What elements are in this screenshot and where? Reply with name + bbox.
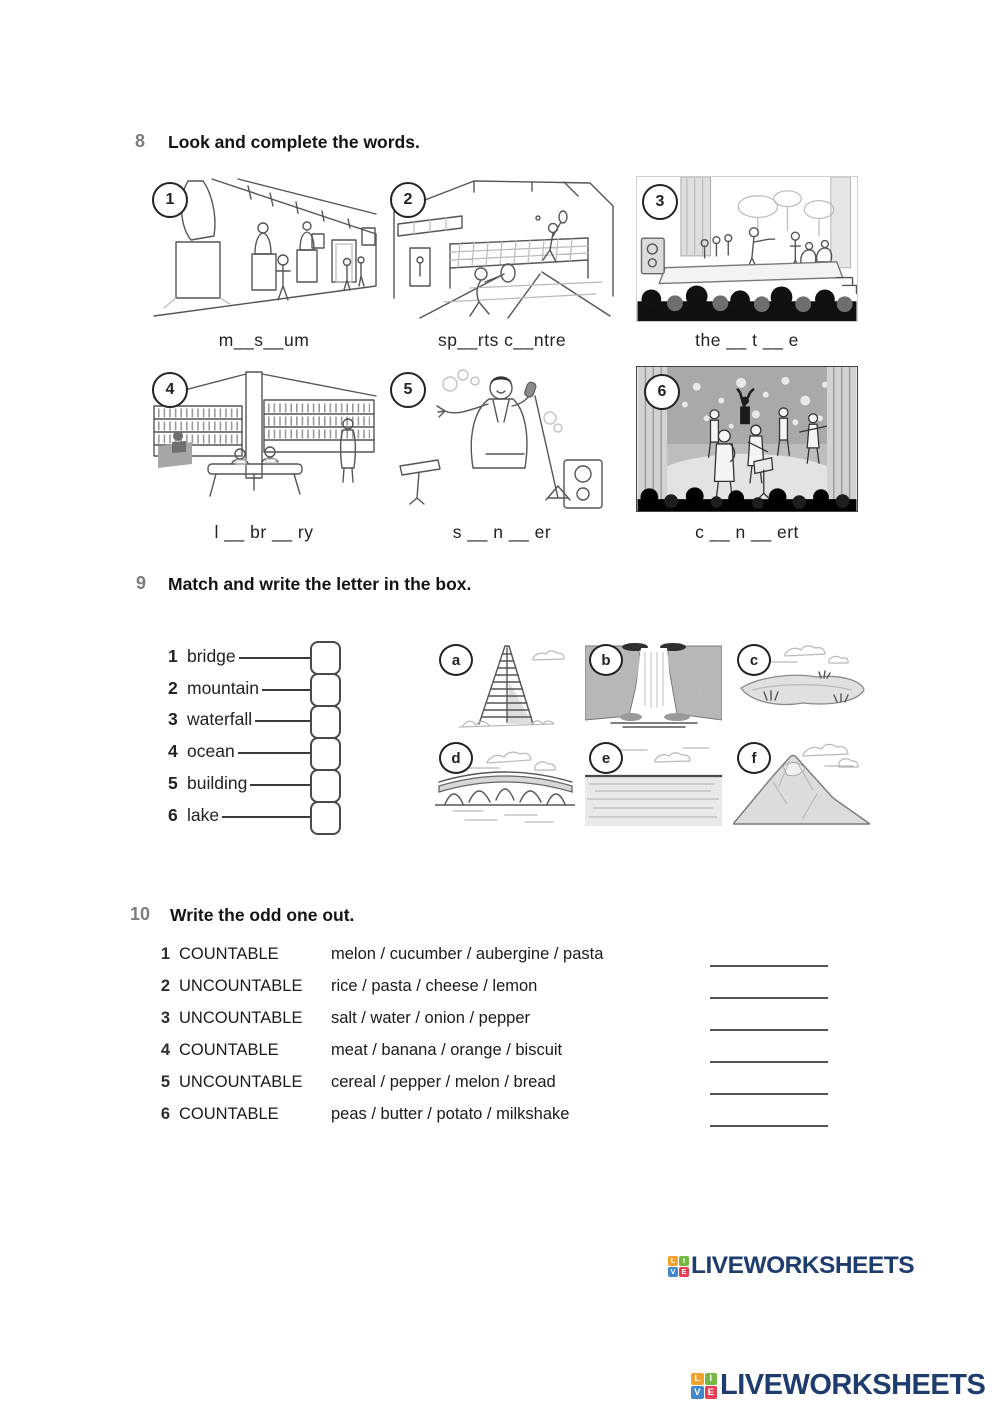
picture-a-building	[435, 640, 575, 728]
picture-museum	[150, 176, 378, 322]
exercise8-number: 8	[135, 131, 146, 151]
match-row-mountain: 2 mountain	[168, 678, 310, 699]
match-line	[262, 689, 310, 691]
match-row-building: 5 building	[168, 773, 310, 794]
picture-letter-badge: d	[439, 742, 473, 774]
match-row-lake: 6 lake	[168, 805, 310, 826]
answer-label: l __ br __ ry	[214, 522, 314, 542]
write-blank-5[interactable]	[710, 1093, 828, 1095]
oddoneout-row-4: 4 COUNTABLE meat / banana / orange / biscuit	[160, 1041, 563, 1059]
liveworksheets-icon	[691, 1373, 717, 1399]
picture-theatre	[636, 176, 858, 322]
picture-letter-badge: f	[737, 742, 771, 774]
liveworksheets-icon	[668, 1256, 689, 1277]
picture-number-badge: 1	[152, 182, 188, 218]
match-line	[238, 752, 310, 754]
oddoneout-row-5: 5 UNCOUNTABLE cereal / pepper / melon / bread	[160, 1073, 556, 1091]
picture-sports-centre	[388, 176, 616, 322]
answer-label: the __ t __ e	[695, 330, 799, 350]
live-tile-v: V	[691, 1386, 704, 1399]
live-tile-i: I	[705, 1373, 718, 1386]
picture-letter-badge: a	[439, 644, 473, 676]
write-blank-3[interactable]	[710, 1029, 828, 1031]
answer-box-3[interactable]	[310, 705, 341, 739]
liveworksheets-wordmark: LIVEWORKSHEETS	[691, 1252, 915, 1279]
picture-e-ocean	[585, 738, 722, 826]
match-row-ocean: 4 ocean	[168, 741, 310, 762]
answer-label: c __ n __ ert	[695, 522, 799, 542]
write-blank-6[interactable]	[710, 1125, 828, 1127]
picture-number-badge: 5	[390, 372, 426, 408]
picture-concert	[636, 366, 858, 512]
live-tile-l: L	[668, 1256, 678, 1266]
liveworksheets-logo	[668, 1254, 914, 1279]
picture-c-lake	[733, 640, 870, 728]
match-line	[255, 720, 310, 722]
oddoneout-row-1: 1 COUNTABLE melon / cucumber / aubergine / pasta	[160, 945, 604, 963]
answer-box-6[interactable]	[310, 801, 341, 835]
oddoneout-row-6: 6 COUNTABLE peas / butter / potato / milkshake	[160, 1105, 570, 1123]
match-line	[239, 657, 310, 659]
picture-number-badge: 3	[642, 184, 678, 220]
picture-letter-badge: b	[589, 644, 623, 676]
write-blank-4[interactable]	[710, 1061, 828, 1063]
picture-d-bridge	[435, 738, 575, 826]
live-tile-i: I	[679, 1256, 689, 1266]
match-line	[222, 816, 310, 818]
exercise10-number: 10	[130, 904, 151, 924]
exercise10-title: Write the odd one out.	[170, 905, 355, 925]
picture-library	[150, 366, 378, 512]
write-blank-2[interactable]	[710, 997, 828, 999]
picture-number-badge: 2	[390, 182, 426, 218]
match-row-waterfall: 3 waterfall	[168, 709, 310, 730]
oddoneout-row-2: 2 UNCOUNTABLE rice / pasta / cheese / lemon	[160, 977, 538, 995]
answer-label: sp__rts c__ntre	[437, 330, 567, 350]
picture-b-waterfall	[585, 640, 722, 728]
oddoneout-row-3: 3 UNCOUNTABLE salt / water / onion / pepper	[160, 1009, 531, 1027]
exercise9-number: 9	[136, 573, 147, 593]
picture-singer	[388, 366, 616, 512]
write-blank-1[interactable]	[710, 965, 828, 967]
liveworksheets-logo-footer	[691, 1371, 985, 1400]
picture-number-badge: 6	[644, 374, 680, 410]
answer-label: m__s__um	[218, 330, 310, 350]
live-tile-l: L	[691, 1373, 704, 1386]
answer-box-4[interactable]	[310, 737, 341, 771]
exercise9-title: Match and write the letter in the box.	[168, 574, 472, 594]
picture-letter-badge: e	[589, 742, 623, 774]
live-tile-e: E	[705, 1386, 718, 1399]
match-row-bridge: 1 bridge	[168, 646, 310, 667]
picture-number-badge: 4	[152, 372, 188, 408]
answer-box-2[interactable]	[310, 673, 341, 707]
answer-box-1[interactable]	[310, 641, 341, 675]
exercise8-title: Look and complete the words.	[168, 132, 420, 152]
live-tile-v: V	[668, 1267, 678, 1277]
live-tile-e: E	[679, 1267, 689, 1277]
liveworksheets-wordmark: LIVEWORKSHEETS	[720, 1369, 986, 1401]
match-line	[250, 784, 310, 786]
picture-f-mountain	[733, 738, 870, 826]
picture-letter-badge: c	[737, 644, 771, 676]
answer-label: s __ n __ er	[452, 522, 552, 542]
answer-box-5[interactable]	[310, 769, 341, 803]
